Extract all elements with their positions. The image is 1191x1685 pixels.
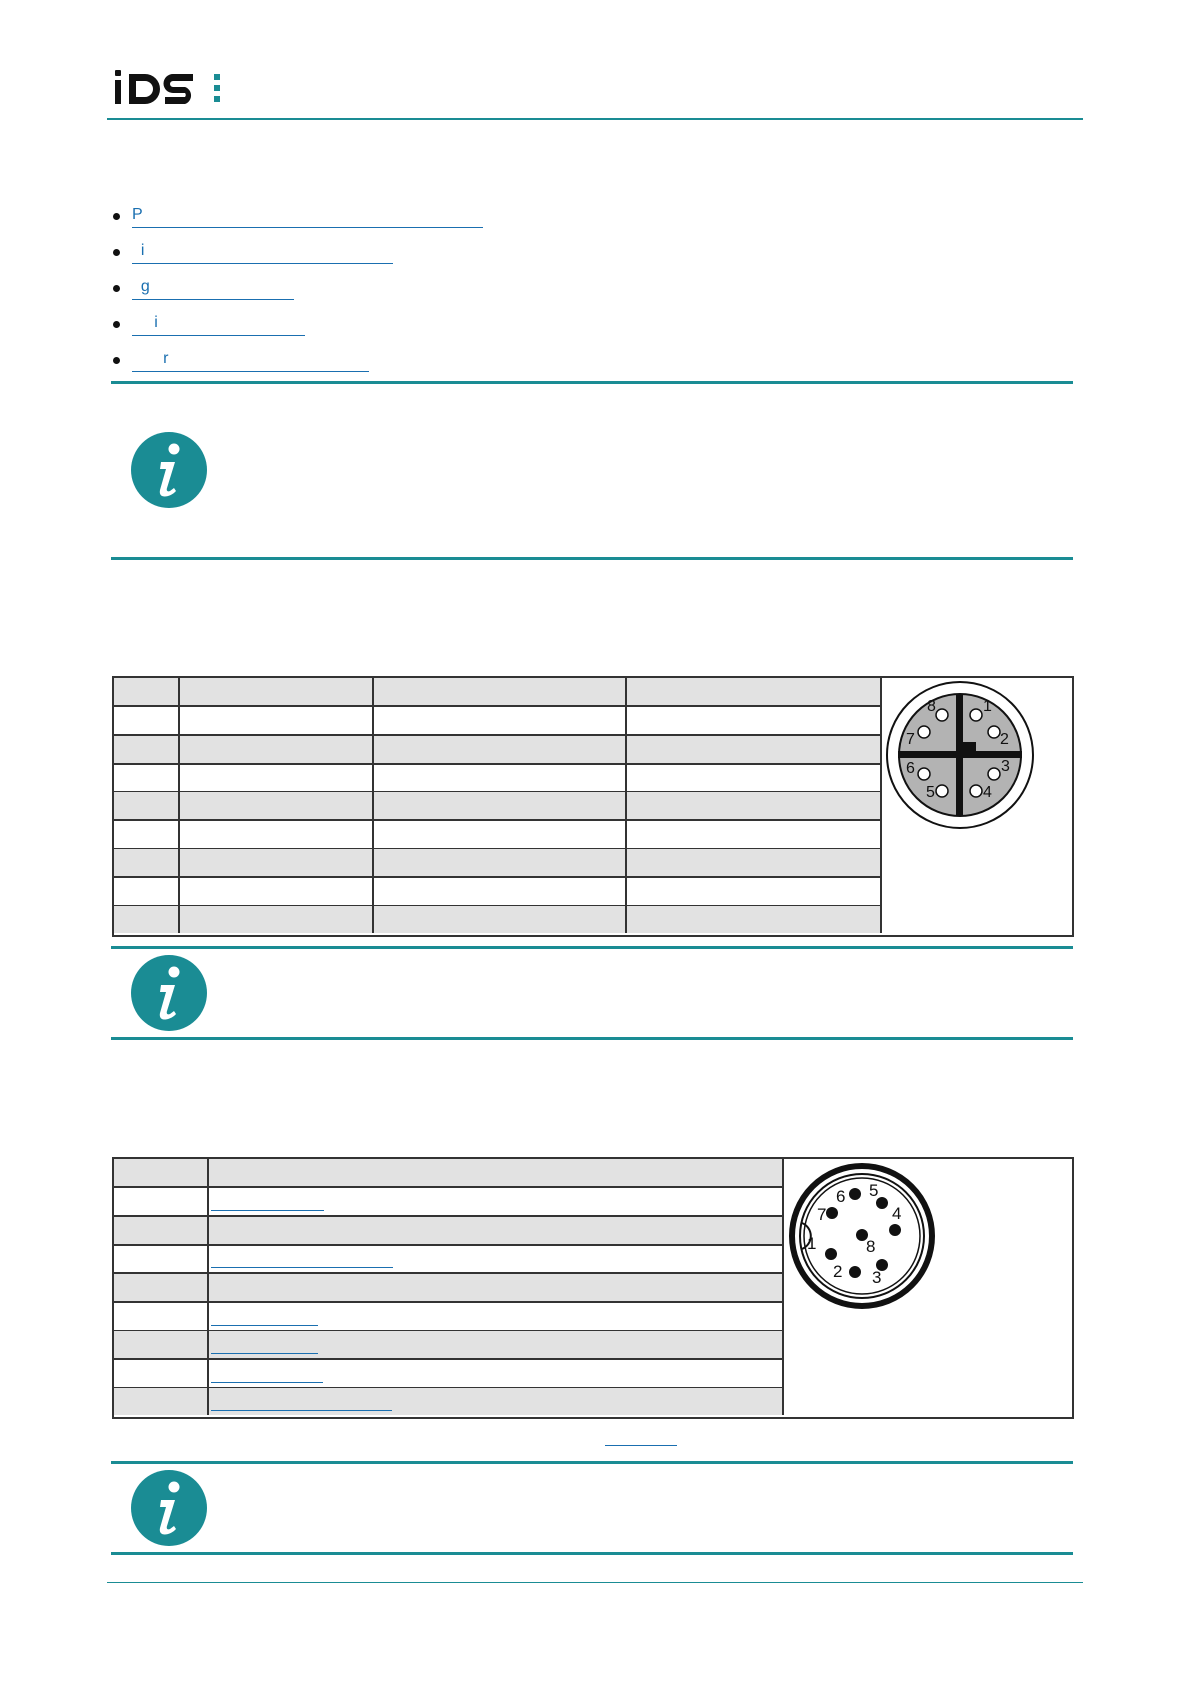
table-row [114, 1388, 784, 1415]
toc-link[interactable]: i [132, 241, 393, 264]
cell-link[interactable] [211, 1267, 393, 1268]
pin-label: 3 [1001, 758, 1010, 775]
table-row [114, 1217, 784, 1246]
table-row [114, 1159, 784, 1188]
pin-label: 6 [836, 1187, 846, 1206]
table-row [114, 1303, 784, 1332]
connector-diagram-cell [782, 1159, 1072, 1415]
table-row [114, 1188, 784, 1217]
table-row [114, 1331, 784, 1360]
pin-label: 7 [906, 731, 915, 748]
pin-label: 2 [1000, 731, 1009, 748]
info-icon [131, 1470, 207, 1546]
table-row [114, 1274, 784, 1303]
bullet-icon [113, 249, 120, 256]
inline-link[interactable] [605, 1445, 677, 1446]
table-row [114, 849, 882, 878]
toc-link[interactable]: P [132, 205, 483, 228]
column-divider [178, 678, 180, 933]
pin-label: 1 [807, 1234, 817, 1253]
table-row [114, 764, 882, 793]
bullet-icon [113, 321, 120, 328]
table-row [114, 792, 882, 821]
note-box [111, 1461, 1073, 1555]
pin-label: 6 [906, 760, 915, 777]
info-icon [131, 432, 207, 508]
pin-label: 3 [872, 1268, 882, 1287]
table-row [114, 906, 882, 933]
cell-link[interactable] [211, 1210, 324, 1211]
ids-logo [115, 68, 235, 108]
pin-label: 1 [983, 698, 992, 715]
cell-link[interactable] [211, 1382, 323, 1383]
pin-label: 5 [869, 1181, 879, 1200]
pin-label: 5 [926, 784, 935, 801]
connector-8pin-male-diagram [786, 1161, 946, 1321]
table-row [114, 1360, 784, 1389]
cell-link[interactable] [211, 1353, 318, 1354]
footer-rule [107, 1582, 1083, 1583]
pin-label: 7 [817, 1205, 827, 1224]
pin-label: 4 [892, 1204, 902, 1223]
table-row [114, 736, 882, 765]
column-divider [207, 1159, 209, 1415]
connector-8pin-female-diagram [884, 680, 1044, 840]
bullet-icon [113, 357, 120, 364]
table-row [114, 678, 882, 707]
header-rule [107, 118, 1083, 120]
cell-link[interactable] [211, 1410, 392, 1411]
pin-label: 2 [833, 1262, 843, 1281]
pin-label: 8 [866, 1237, 876, 1256]
pin-label: 4 [983, 784, 992, 801]
table-row [114, 707, 882, 736]
info-icon [131, 955, 207, 1031]
table-row [114, 878, 882, 907]
connector-diagram-cell [880, 678, 1072, 933]
note-box [111, 381, 1073, 560]
toc-link[interactable]: g [132, 277, 294, 300]
pin-label: 8 [927, 698, 936, 715]
table-row [114, 1245, 784, 1274]
note-box [111, 946, 1073, 1040]
cell-link[interactable] [211, 1325, 318, 1326]
column-divider [372, 678, 374, 933]
table-row [114, 821, 882, 850]
pin-table-2 [112, 1157, 1074, 1419]
toc-link[interactable]: i [132, 313, 305, 336]
bullet-icon [113, 213, 120, 220]
toc-link[interactable]: r [132, 349, 369, 372]
bullet-icon [113, 285, 120, 292]
column-divider [625, 678, 627, 933]
pin-table-1 [112, 676, 1074, 937]
